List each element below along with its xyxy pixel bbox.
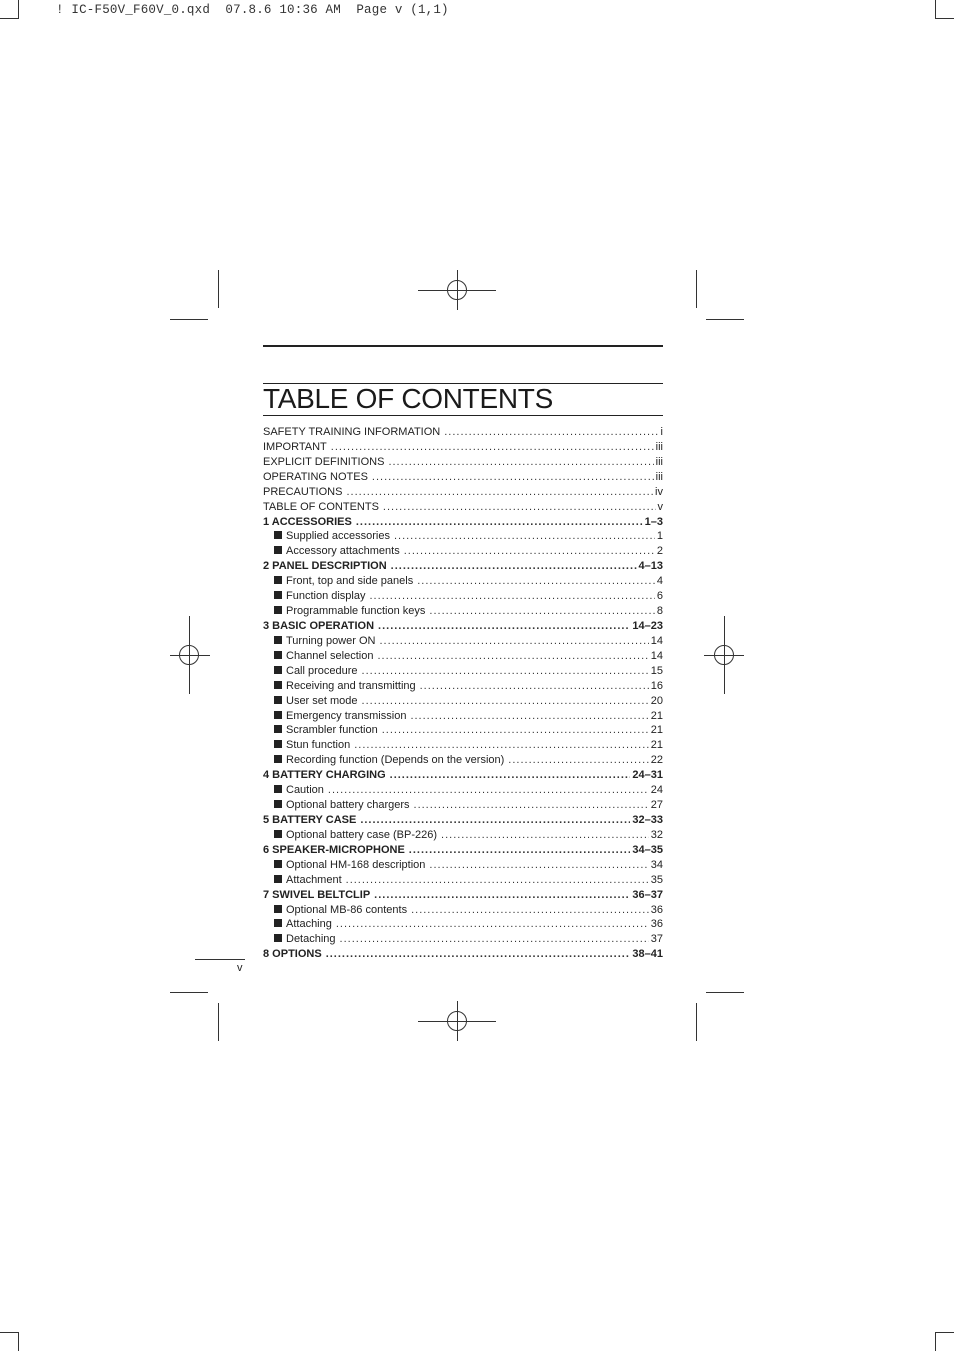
toc-section-entry [263, 679, 663, 694]
crop-mark-bottom-left [18, 1332, 19, 1351]
dot-leader [346, 485, 653, 500]
crop-mark-bottom-left-h [0, 1332, 19, 1333]
toc-entry-page: 14–23 [632, 619, 663, 632]
registration-bottom-circle [447, 1011, 467, 1031]
toc-entry-label: Supplied accessories [286, 530, 390, 543]
dot-leader [354, 738, 649, 753]
trim-mark-br-h [706, 992, 744, 993]
toc-entry-page: 34 [650, 858, 663, 871]
page-title: TABLE OF CONTENTS [263, 383, 553, 414]
dot-leader [331, 440, 654, 455]
toc-entry-page: 4 [656, 575, 663, 588]
dot-leader [383, 500, 656, 515]
page-number: v [237, 962, 243, 974]
dot-leader [410, 709, 648, 724]
dot-leader [328, 783, 649, 798]
toc-entry-label: 1 ACCESSORIES [263, 515, 352, 528]
crop-mark-bottom-right-h [935, 1332, 954, 1333]
dot-leader [362, 664, 649, 679]
bullet-square-icon [274, 755, 282, 763]
toc-entry-label: 5 BATTERY CASE [263, 813, 357, 826]
toc-section-entry [263, 709, 663, 724]
toc-entry-label: Caution [286, 784, 324, 797]
toc-entry-label: Optional battery chargers [286, 799, 410, 812]
toc-chapter-entry [263, 813, 663, 828]
toc-section-entry [263, 753, 663, 768]
toc-entry-page: 21 [650, 709, 663, 722]
toc-entry-label: 6 SPEAKER-MICROPHONE [263, 843, 405, 856]
folio-rule [195, 959, 245, 960]
trim-mark-br-v [696, 1003, 697, 1041]
dot-leader [414, 798, 649, 813]
toc-section-entry [263, 873, 663, 888]
trim-mark-tr-v [696, 270, 697, 308]
toc-entry-label: OPERATING NOTES [263, 470, 368, 483]
bullet-square-icon [274, 591, 282, 599]
toc-entry-page: 32 [650, 828, 663, 841]
toc-entry-label: EXPLICIT DEFINITIONS [263, 455, 385, 468]
toc-entry-label: Turning power ON [286, 634, 376, 647]
toc-section-entry [263, 634, 663, 649]
toc-entry-label: Accessory attachments [286, 545, 400, 558]
toc-entry-page: i [660, 426, 663, 438]
toc-section-entry [263, 798, 663, 813]
crop-mark-top-left [18, 0, 19, 19]
toc-section-entry [263, 604, 663, 619]
toc-entry-page: v [657, 500, 663, 513]
crop-mark-top-right-h [935, 18, 954, 19]
bullet-square-icon [274, 576, 282, 584]
bullet-square-icon [274, 666, 282, 674]
toc-entry-page: 16 [650, 679, 663, 692]
toc-entry-label: 8 OPTIONS [263, 948, 322, 961]
registration-top-circle [447, 280, 467, 300]
toc-entry-label: Front, top and side panels [286, 575, 414, 588]
trim-mark-bl-v [218, 1003, 219, 1041]
dot-leader [394, 529, 655, 544]
bullet-square-icon [274, 905, 282, 913]
dot-leader [508, 753, 648, 768]
toc-entry-page: 34–35 [632, 843, 663, 856]
dot-leader [362, 694, 649, 709]
bullet-square-icon [274, 725, 282, 733]
toc-entry-page: 15 [650, 664, 663, 677]
dot-leader [429, 858, 648, 873]
toc-entry-label: Emergency transmission [286, 709, 407, 722]
toc-entry-label: 3 BASIC OPERATION [263, 619, 375, 632]
toc-entry-label: Optional HM-168 description [286, 858, 426, 871]
toc-entry-page: iii [655, 470, 663, 483]
top-rule [263, 345, 663, 347]
toc-entry-label: Channel selection [286, 649, 374, 662]
trim-mark-tl-v [218, 270, 219, 308]
toc-entry-label: Detaching [286, 933, 336, 946]
toc-entry-page: 4–13 [638, 560, 663, 573]
table-of-contents [263, 425, 663, 962]
toc-entry-page: 36–37 [632, 888, 663, 901]
toc-front-entry [263, 425, 663, 440]
file-slug-line: ! IC-F50V_F60V_0.qxd 07.8.6 10:36 AM Page v (1,1) [56, 3, 449, 17]
bullet-square-icon [274, 800, 282, 808]
dot-leader [417, 574, 655, 589]
dot-leader [420, 679, 649, 694]
toc-chapter-entry [263, 947, 663, 962]
trim-mark-tl-h [170, 319, 208, 320]
dot-leader [391, 559, 637, 574]
bullet-square-icon [274, 830, 282, 838]
toc-entry-page: 14 [650, 649, 663, 662]
registration-left-circle [179, 645, 199, 665]
toc-entry-label: Call procedure [286, 664, 358, 677]
toc-entry-page: 32–33 [632, 813, 663, 826]
toc-entry-page: 35 [650, 873, 663, 886]
toc-entry-label: Attaching [286, 918, 332, 931]
toc-entry-page: iv [655, 485, 663, 498]
toc-section-entry [263, 738, 663, 753]
toc-entry-page: 14 [650, 634, 663, 647]
toc-section-entry [263, 723, 663, 738]
dot-leader [409, 843, 631, 858]
toc-section-entry [263, 589, 663, 604]
toc-section-entry [263, 694, 663, 709]
dot-leader [346, 873, 649, 888]
toc-entry-label: 2 PANEL DESCRIPTION [263, 560, 387, 573]
bullet-square-icon [274, 606, 282, 614]
toc-entry-label: PRECAUTIONS [263, 485, 343, 498]
bullet-square-icon [274, 785, 282, 793]
toc-section-entry [263, 917, 663, 932]
dot-leader [340, 932, 649, 947]
bullet-square-icon [274, 636, 282, 644]
dot-leader [404, 544, 655, 559]
crop-mark-top-right [935, 0, 936, 19]
toc-entry-label: Optional battery case (BP-226) [286, 828, 438, 841]
trim-mark-tr-h [706, 319, 744, 320]
trim-mark-bl-h [170, 992, 208, 993]
toc-chapter-entry [263, 768, 663, 783]
dot-leader [441, 828, 649, 843]
toc-entry-page: 8 [656, 605, 663, 618]
bullet-square-icon [274, 934, 282, 942]
toc-entry-label: SAFETY TRAINING INFORMATION [263, 426, 441, 438]
toc-entry-label: 4 BATTERY CHARGING [263, 769, 386, 782]
toc-entry-page: 22 [650, 754, 663, 767]
dot-leader [370, 589, 655, 604]
toc-entry-page: 21 [650, 724, 663, 737]
toc-front-entry [263, 440, 663, 455]
bullet-square-icon [274, 531, 282, 539]
title-rule-bottom [263, 415, 663, 416]
dot-leader [429, 604, 654, 619]
toc-chapter-entry [263, 843, 663, 858]
toc-entry-label: Attachment [286, 873, 342, 886]
toc-entry-label: Stun function [286, 739, 351, 752]
dot-leader [336, 917, 649, 932]
dot-leader [378, 619, 630, 634]
toc-entry-label: Function display [286, 590, 366, 603]
dot-leader [444, 425, 658, 440]
toc-chapter-entry [263, 515, 663, 530]
toc-entry-label: 7 SWIVEL BELTCLIP [263, 888, 371, 901]
dot-leader [382, 723, 649, 738]
bullet-square-icon [274, 546, 282, 554]
toc-section-entry [263, 664, 663, 679]
dot-leader [379, 634, 648, 649]
toc-front-entry [263, 500, 663, 515]
toc-entry-page: 20 [650, 694, 663, 707]
dot-leader [411, 903, 649, 918]
toc-section-entry [263, 529, 663, 544]
toc-front-entry [263, 455, 663, 470]
toc-entry-page: 2 [656, 545, 663, 558]
toc-entry-page: 36 [650, 918, 663, 931]
dot-leader [326, 947, 631, 962]
dot-leader [388, 455, 653, 470]
bullet-square-icon [274, 919, 282, 927]
dot-leader [360, 813, 630, 828]
toc-entry-page: 36 [650, 903, 663, 916]
toc-entry-label: User set mode [286, 694, 358, 707]
toc-entry-page: iii [655, 455, 663, 468]
toc-entry-page: 1–3 [644, 515, 663, 528]
bullet-square-icon [274, 860, 282, 868]
dot-leader [356, 515, 643, 530]
toc-entry-label: Optional MB-86 contents [286, 903, 408, 916]
toc-entry-page: 21 [650, 739, 663, 752]
toc-entry-label: Recording function (Depends on the version) [286, 754, 505, 767]
toc-entry-page: 24 [650, 784, 663, 797]
toc-section-entry [263, 858, 663, 873]
toc-entry-page: 38–41 [632, 948, 663, 961]
crop-mark-bottom-right [935, 1332, 936, 1351]
bullet-square-icon [274, 696, 282, 704]
toc-front-entry [263, 485, 663, 500]
bullet-square-icon [274, 651, 282, 659]
bullet-square-icon [274, 875, 282, 883]
toc-entry-label: Receiving and transmitting [286, 679, 416, 692]
bullet-square-icon [274, 711, 282, 719]
toc-entry-page: 6 [656, 590, 663, 603]
toc-entry-page: iii [655, 440, 663, 453]
crop-mark-top-left-h [0, 18, 19, 19]
toc-section-entry [263, 828, 663, 843]
dot-leader [374, 888, 630, 903]
dot-leader [390, 768, 631, 783]
toc-section-entry [263, 574, 663, 589]
toc-entry-page: 1 [656, 530, 663, 543]
toc-section-entry [263, 544, 663, 559]
toc-section-entry [263, 903, 663, 918]
bullet-square-icon [274, 681, 282, 689]
bullet-square-icon [274, 740, 282, 748]
toc-entry-label: Scrambler function [286, 724, 378, 737]
dot-leader [377, 649, 648, 664]
toc-section-entry [263, 783, 663, 798]
toc-section-entry [263, 649, 663, 664]
toc-entry-label: Programmable function keys [286, 605, 426, 618]
toc-chapter-entry [263, 559, 663, 574]
toc-entry-page: 24–31 [632, 769, 663, 782]
registration-right-circle [714, 645, 734, 665]
toc-chapter-entry [263, 888, 663, 903]
toc-entry-page: 27 [650, 799, 663, 812]
toc-entry-label: IMPORTANT [263, 440, 327, 453]
toc-front-entry [263, 470, 663, 485]
dot-leader [372, 470, 654, 485]
toc-chapter-entry [263, 619, 663, 634]
toc-section-entry [263, 932, 663, 947]
toc-entry-page: 37 [650, 933, 663, 946]
toc-entry-label: TABLE OF CONTENTS [263, 500, 379, 513]
